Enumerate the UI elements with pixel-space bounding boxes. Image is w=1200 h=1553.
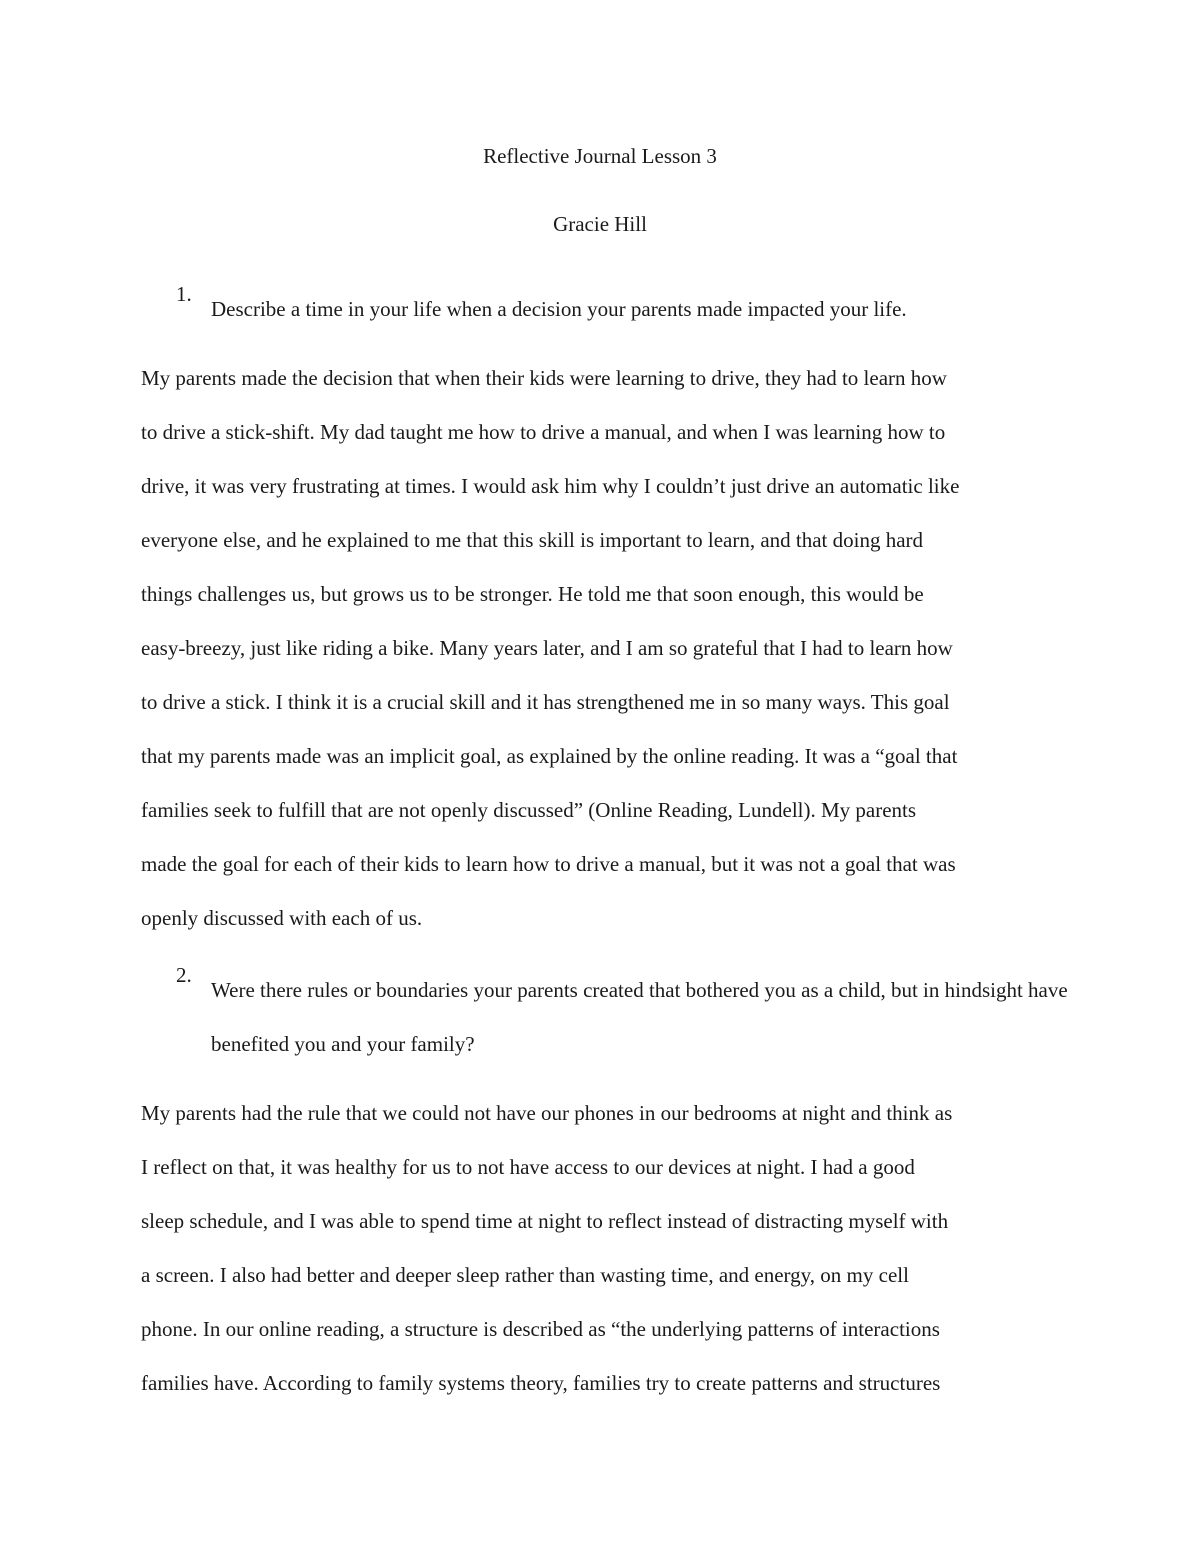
answer-line: everyone else, and he explained to me that this skill is important to learn, and that doing hard [141, 528, 924, 552]
answer-line: openly discussed with each of us. [141, 906, 423, 930]
question-number: 2. [176, 963, 192, 987]
document-title: Reflective Journal Lesson 3 [483, 144, 717, 168]
answer-line: sleep schedule, and I was able to spend time at night to reflect instead of distracting myself with [141, 1209, 949, 1233]
answer-2 [141, 1086, 1061, 1410]
question-number: 1. [176, 282, 192, 306]
answer-line: drive, it was very frustrating at times. I would ask him why I couldn’t just drive an automatic like [141, 474, 960, 498]
answer-line: families seek to fulfill that are not openly discussed” (Online Reading, Lundell). My parents [141, 798, 917, 822]
answer-line: that my parents made was an implicit goal, as explained by the online reading. It was a “goal that [141, 744, 958, 768]
answer-line: phone. In our online reading, a structure is described as “the underlying patterns of interactions [141, 1317, 940, 1341]
answer-line: families have. According to family systems theory, families try to create patterns and structures [141, 1371, 941, 1395]
answer-line: to drive a stick. I think it is a crucial skill and it has strengthened me in so many ways. This goal [141, 690, 950, 714]
answer-line: things challenges us, but grows us to be stronger. He told me that soon enough, this would be [141, 582, 924, 606]
answer-1 [141, 351, 1061, 945]
answer-line: a screen. I also had better and deeper sleep rather than wasting time, and energy, on my cell [141, 1263, 909, 1287]
answer-line: I reflect on that, it was healthy for us to not have access to our devices at night. I had a good [141, 1155, 915, 1179]
answer-line: easy-breezy, just like riding a bike. Many years later, and I am so grateful that I had to learn how [141, 636, 953, 660]
answer-line: made the goal for each of their kids to learn how to drive a manual, but it was not a goal that was [141, 852, 956, 876]
author-name: Gracie Hill [553, 212, 647, 236]
question-text: Describe a time in your life when a decision your parents made impacted your life. [211, 297, 907, 321]
answer-line: to drive a stick-shift. My dad taught me how to drive a manual, and when I was learning how to [141, 420, 946, 444]
question-text: Were there rules or boundaries your parents created that bothered you as a child, but in hindsight have benefited you and your family? [211, 978, 1068, 1056]
answer-line: My parents had the rule that we could not have our phones in our bedrooms at night and think as [141, 1101, 953, 1125]
answer-line: My parents made the decision that when their kids were learning to drive, they had to learn how [141, 366, 947, 390]
